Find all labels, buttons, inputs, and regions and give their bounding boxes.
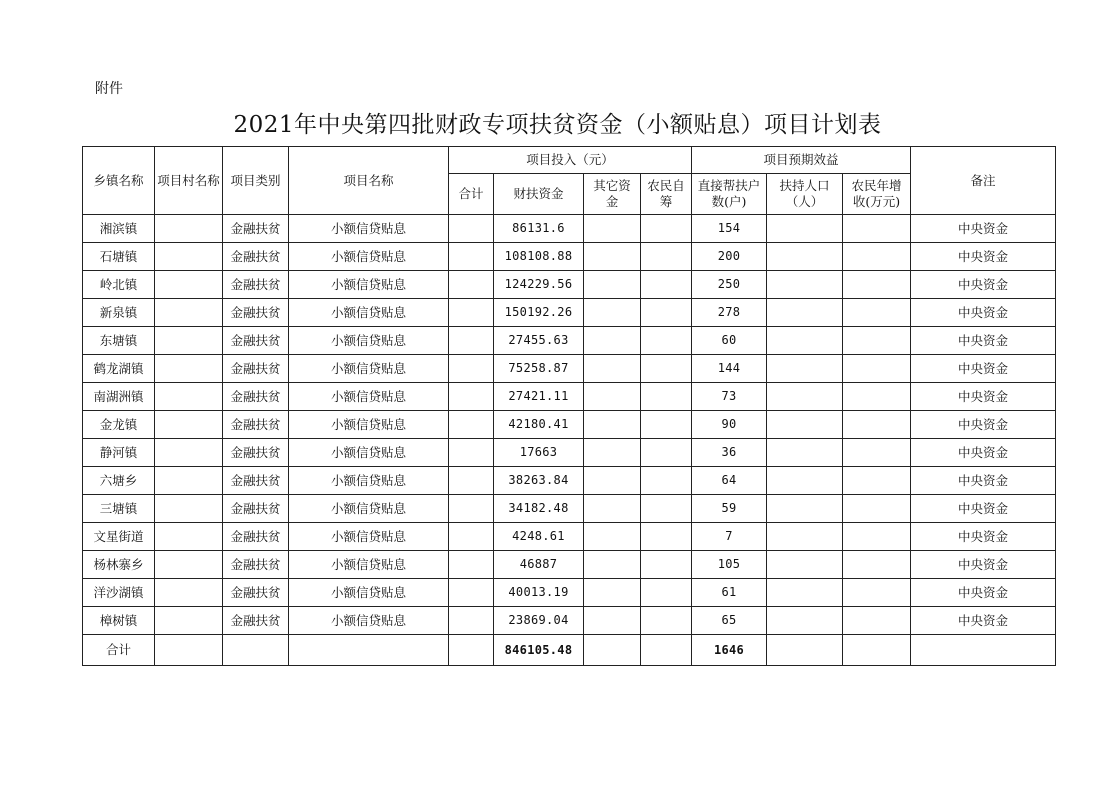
direct-households-cell: 65	[692, 607, 767, 635]
remarks-cell: 中央资金	[911, 607, 1056, 635]
farmer-funds-cell	[641, 551, 692, 579]
supported-population-cell	[767, 299, 843, 327]
total-cell	[449, 271, 494, 299]
total-cell	[449, 383, 494, 411]
direct-households-cell: 278	[692, 299, 767, 327]
township-cell: 洋沙湖镇	[83, 579, 155, 607]
totals-direct-households: 1646	[692, 635, 767, 666]
header-farmer-funds: 农民自筹	[641, 174, 692, 215]
total-cell	[449, 299, 494, 327]
fiscal-funds-cell: 40013.19	[494, 579, 584, 607]
totals-category-cell	[223, 635, 289, 666]
category-cell: 金融扶贫	[223, 579, 289, 607]
fiscal-funds-cell: 108108.88	[494, 243, 584, 271]
category-cell: 金融扶贫	[223, 439, 289, 467]
project-name-cell: 小额信贷贴息	[289, 467, 449, 495]
table-row	[83, 523, 1056, 551]
income-increase-cell	[843, 299, 911, 327]
income-increase-cell	[843, 551, 911, 579]
table-row	[83, 551, 1056, 579]
project-name-cell: 小额信贷贴息	[289, 495, 449, 523]
project-name-cell: 小额信贷贴息	[289, 411, 449, 439]
income-increase-cell	[843, 523, 911, 551]
township-cell: 湘滨镇	[83, 215, 155, 243]
table-row	[83, 411, 1056, 439]
fiscal-funds-cell: 75258.87	[494, 355, 584, 383]
table-body	[83, 215, 1056, 666]
other-funds-cell	[584, 523, 641, 551]
township-cell: 石塘镇	[83, 243, 155, 271]
farmer-funds-cell	[641, 355, 692, 383]
project-name-cell: 小额信贷贴息	[289, 607, 449, 635]
farmer-funds-cell	[641, 243, 692, 271]
table-row	[83, 495, 1056, 523]
farmer-funds-cell	[641, 495, 692, 523]
supported-population-cell	[767, 439, 843, 467]
other-funds-cell	[584, 579, 641, 607]
category-cell: 金融扶贫	[223, 383, 289, 411]
village-cell	[155, 467, 223, 495]
township-cell: 南湖洲镇	[83, 383, 155, 411]
farmer-funds-cell	[641, 215, 692, 243]
project-name-cell: 小额信贷贴息	[289, 523, 449, 551]
township-cell: 岭北镇	[83, 271, 155, 299]
fiscal-funds-cell: 38263.84	[494, 467, 584, 495]
income-increase-cell	[843, 383, 911, 411]
remarks-cell: 中央资金	[911, 355, 1056, 383]
farmer-funds-cell	[641, 579, 692, 607]
income-increase-cell	[843, 411, 911, 439]
income-increase-cell	[843, 579, 911, 607]
village-cell	[155, 215, 223, 243]
township-cell: 三塘镇	[83, 495, 155, 523]
income-increase-cell	[843, 439, 911, 467]
direct-households-cell: 60	[692, 327, 767, 355]
table-row	[83, 271, 1056, 299]
remarks-cell: 中央资金	[911, 299, 1056, 327]
township-cell: 新泉镇	[83, 299, 155, 327]
other-funds-cell	[584, 215, 641, 243]
table-row	[83, 215, 1056, 243]
supported-population-cell	[767, 215, 843, 243]
direct-households-cell: 61	[692, 579, 767, 607]
totals-project-name-cell	[289, 635, 449, 666]
totals-row	[83, 635, 1056, 666]
header-township: 乡镇名称	[83, 147, 155, 215]
total-cell	[449, 523, 494, 551]
village-cell	[155, 411, 223, 439]
table-row	[83, 383, 1056, 411]
township-cell: 六塘乡	[83, 467, 155, 495]
direct-households-cell: 250	[692, 271, 767, 299]
header-remarks: 备注	[911, 147, 1056, 215]
fiscal-funds-cell: 17663	[494, 439, 584, 467]
totals-other-funds-cell	[584, 635, 641, 666]
project-name-cell: 小额信贷贴息	[289, 215, 449, 243]
township-cell: 鹤龙湖镇	[83, 355, 155, 383]
category-cell: 金融扶贫	[223, 355, 289, 383]
income-increase-cell	[843, 243, 911, 271]
header-village: 项目村名称	[155, 147, 223, 215]
township-cell: 金龙镇	[83, 411, 155, 439]
direct-households-cell: 90	[692, 411, 767, 439]
totals-farmer-funds-cell	[641, 635, 692, 666]
direct-households-cell: 105	[692, 551, 767, 579]
project-name-cell: 小额信贷贴息	[289, 327, 449, 355]
fiscal-funds-cell: 23869.04	[494, 607, 584, 635]
other-funds-cell	[584, 467, 641, 495]
totals-supported-population-cell	[767, 635, 843, 666]
header-investment-group: 项目投入（元）	[449, 147, 692, 174]
farmer-funds-cell	[641, 271, 692, 299]
farmer-funds-cell	[641, 467, 692, 495]
supported-population-cell	[767, 243, 843, 271]
fiscal-funds-cell: 124229.56	[494, 271, 584, 299]
village-cell	[155, 355, 223, 383]
total-cell	[449, 215, 494, 243]
header-income-increase: 农民年增收(万元)	[843, 174, 911, 215]
remarks-cell: 中央资金	[911, 411, 1056, 439]
table-row	[83, 327, 1056, 355]
total-cell	[449, 243, 494, 271]
supported-population-cell	[767, 579, 843, 607]
table-row	[83, 355, 1056, 383]
fiscal-funds-cell: 46887	[494, 551, 584, 579]
village-cell	[155, 299, 223, 327]
remarks-cell: 中央资金	[911, 215, 1056, 243]
supported-population-cell	[767, 383, 843, 411]
supported-population-cell	[767, 327, 843, 355]
remarks-cell: 中央资金	[911, 523, 1056, 551]
direct-households-cell: 73	[692, 383, 767, 411]
village-cell	[155, 579, 223, 607]
township-cell: 静河镇	[83, 439, 155, 467]
project-name-cell: 小额信贷贴息	[289, 551, 449, 579]
fiscal-funds-cell: 27455.63	[494, 327, 584, 355]
category-cell: 金融扶贫	[223, 299, 289, 327]
other-funds-cell	[584, 495, 641, 523]
totals-total-cell	[449, 635, 494, 666]
total-cell	[449, 327, 494, 355]
farmer-funds-cell	[641, 607, 692, 635]
village-cell	[155, 271, 223, 299]
header-total: 合计	[449, 174, 494, 215]
category-cell: 金融扶贫	[223, 243, 289, 271]
totals-label: 合计	[83, 635, 155, 666]
project-plan-table	[82, 146, 1056, 666]
remarks-cell: 中央资金	[911, 439, 1056, 467]
supported-population-cell	[767, 411, 843, 439]
village-cell	[155, 383, 223, 411]
total-cell	[449, 467, 494, 495]
remarks-cell: 中央资金	[911, 243, 1056, 271]
project-name-cell: 小额信贷贴息	[289, 271, 449, 299]
fiscal-funds-cell: 4248.61	[494, 523, 584, 551]
total-cell	[449, 355, 494, 383]
category-cell: 金融扶贫	[223, 271, 289, 299]
supported-population-cell	[767, 523, 843, 551]
totals-village-cell	[155, 635, 223, 666]
income-increase-cell	[843, 327, 911, 355]
remarks-cell: 中央资金	[911, 495, 1056, 523]
direct-households-cell: 144	[692, 355, 767, 383]
project-name-cell: 小额信贷贴息	[289, 299, 449, 327]
supported-population-cell	[767, 495, 843, 523]
table-row	[83, 607, 1056, 635]
township-cell: 杨林寨乡	[83, 551, 155, 579]
other-funds-cell	[584, 383, 641, 411]
category-cell: 金融扶贫	[223, 495, 289, 523]
income-increase-cell	[843, 607, 911, 635]
other-funds-cell	[584, 327, 641, 355]
other-funds-cell	[584, 551, 641, 579]
table-row	[83, 579, 1056, 607]
other-funds-cell	[584, 243, 641, 271]
total-cell	[449, 607, 494, 635]
village-cell	[155, 439, 223, 467]
direct-households-cell: 59	[692, 495, 767, 523]
header-fiscal-funds: 财扶资金	[494, 174, 584, 215]
supported-population-cell	[767, 607, 843, 635]
other-funds-cell	[584, 299, 641, 327]
direct-households-cell: 200	[692, 243, 767, 271]
fiscal-funds-cell: 27421.11	[494, 383, 584, 411]
total-cell	[449, 551, 494, 579]
project-name-cell: 小额信贷贴息	[289, 579, 449, 607]
totals-income-increase-cell	[843, 635, 911, 666]
township-cell: 文星街道	[83, 523, 155, 551]
category-cell: 金融扶贫	[223, 523, 289, 551]
attachment-label: 附件	[95, 81, 123, 97]
fiscal-funds-cell: 150192.26	[494, 299, 584, 327]
direct-households-cell: 154	[692, 215, 767, 243]
project-name-cell: 小额信贷贴息	[289, 383, 449, 411]
township-cell: 樟树镇	[83, 607, 155, 635]
project-name-cell: 小额信贷贴息	[289, 243, 449, 271]
category-cell: 金融扶贫	[223, 467, 289, 495]
farmer-funds-cell	[641, 327, 692, 355]
farmer-funds-cell	[641, 439, 692, 467]
income-increase-cell	[843, 495, 911, 523]
supported-population-cell	[767, 355, 843, 383]
township-cell: 东塘镇	[83, 327, 155, 355]
category-cell: 金融扶贫	[223, 327, 289, 355]
total-cell	[449, 495, 494, 523]
other-funds-cell	[584, 271, 641, 299]
total-cell	[449, 579, 494, 607]
supported-population-cell	[767, 551, 843, 579]
header-supported-population: 扶持人口（人）	[767, 174, 843, 215]
total-cell	[449, 411, 494, 439]
header-direct-households: 直接帮扶户数(户)	[692, 174, 767, 215]
category-cell: 金融扶贫	[223, 215, 289, 243]
remarks-cell: 中央资金	[911, 327, 1056, 355]
table-row	[83, 439, 1056, 467]
direct-households-cell: 64	[692, 467, 767, 495]
village-cell	[155, 495, 223, 523]
other-funds-cell	[584, 411, 641, 439]
village-cell	[155, 327, 223, 355]
income-increase-cell	[843, 355, 911, 383]
remarks-cell: 中央资金	[911, 383, 1056, 411]
farmer-funds-cell	[641, 523, 692, 551]
village-cell	[155, 243, 223, 271]
page-title: 2021年中央第四批财政专项扶贫资金（小额贴息）项目计划表	[233, 112, 882, 138]
direct-households-cell: 36	[692, 439, 767, 467]
remarks-cell: 中央资金	[911, 271, 1056, 299]
remarks-cell: 中央资金	[911, 551, 1056, 579]
fiscal-funds-cell: 86131.6	[494, 215, 584, 243]
supported-population-cell	[767, 271, 843, 299]
other-funds-cell	[584, 439, 641, 467]
income-increase-cell	[843, 467, 911, 495]
total-cell	[449, 439, 494, 467]
village-cell	[155, 607, 223, 635]
remarks-cell: 中央资金	[911, 467, 1056, 495]
table-row	[83, 299, 1056, 327]
fiscal-funds-cell: 34182.48	[494, 495, 584, 523]
totals-remarks-cell	[911, 635, 1056, 666]
income-increase-cell	[843, 215, 911, 243]
income-increase-cell	[843, 271, 911, 299]
header-category: 项目类别	[223, 147, 289, 215]
table-row	[83, 243, 1056, 271]
other-funds-cell	[584, 355, 641, 383]
header-project-name: 项目名称	[289, 147, 449, 215]
category-cell: 金融扶贫	[223, 551, 289, 579]
category-cell: 金融扶贫	[223, 607, 289, 635]
fiscal-funds-cell: 42180.41	[494, 411, 584, 439]
table-header	[83, 147, 1056, 215]
village-cell	[155, 551, 223, 579]
category-cell: 金融扶贫	[223, 411, 289, 439]
village-cell	[155, 523, 223, 551]
other-funds-cell	[584, 607, 641, 635]
project-name-cell: 小额信贷贴息	[289, 355, 449, 383]
supported-population-cell	[767, 467, 843, 495]
totals-fiscal-funds: 846105.48	[494, 635, 584, 666]
table-row	[83, 467, 1056, 495]
farmer-funds-cell	[641, 383, 692, 411]
remarks-cell: 中央资金	[911, 579, 1056, 607]
farmer-funds-cell	[641, 299, 692, 327]
header-other-funds: 其它资金	[584, 174, 641, 215]
header-benefit-group: 项目预期效益	[692, 147, 911, 174]
direct-households-cell: 7	[692, 523, 767, 551]
project-name-cell: 小额信贷贴息	[289, 439, 449, 467]
farmer-funds-cell	[641, 411, 692, 439]
